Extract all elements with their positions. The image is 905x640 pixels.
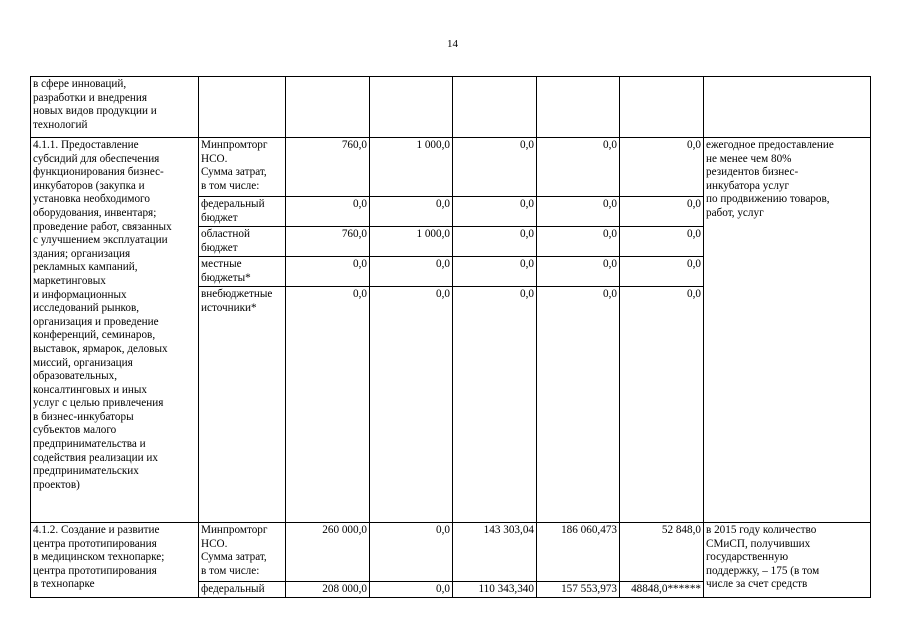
value-cell: 0,0 bbox=[453, 257, 537, 287]
funding-source: местные бюджеты* bbox=[199, 257, 286, 287]
value-cell: 0,0 bbox=[537, 287, 620, 523]
value-cell: 0,0 bbox=[620, 197, 704, 227]
value-cell: 143 303,04 bbox=[453, 523, 537, 582]
value-cell: 0,0 bbox=[537, 138, 620, 197]
value-cell: 0,0 bbox=[620, 227, 704, 257]
value-cell: 260 000,0 bbox=[286, 523, 370, 582]
value-cell: 52 848,0 bbox=[620, 523, 704, 582]
value-cell: 1 000,0 bbox=[370, 138, 453, 197]
value-cell: 0,0 bbox=[537, 227, 620, 257]
page-number: 14 bbox=[447, 38, 458, 50]
empty-cell bbox=[370, 77, 453, 138]
value-cell: 1 000,0 bbox=[370, 227, 453, 257]
measure-description: 4.1.1. Предоставление субсидий для обеспечения функционирования бизнес- инкубаторов (закупка и установка необходимого оборудования, инвентаря; проведение работ, связанных с улучшением эксплуатации здания; организация рекламных кампаний, маркетинговых и информационных исследований рынков, организация и проведение конференций, семинаров, выставок, ярмарок, деловых миссий, организация образовательных, консалтинговых и иных услуг с целью привлечения в бизнес-инкубаторы субъектов малого предпринимательства и содействия реализации их предпринимательских проектов) bbox=[31, 138, 199, 523]
value-cell: 208 000,0 bbox=[286, 582, 370, 598]
value-cell: 0,0 bbox=[620, 257, 704, 287]
funding-source: областной бюджет bbox=[199, 227, 286, 257]
funding-source: Минпромторг НСО. Сумма затрат, в том числе: bbox=[199, 138, 286, 197]
empty-cell bbox=[199, 77, 286, 138]
table-row bbox=[31, 138, 871, 197]
program-table bbox=[30, 76, 871, 598]
table-row bbox=[31, 77, 871, 138]
value-cell: 0,0 bbox=[537, 257, 620, 287]
value-cell: 48848,0****** bbox=[620, 582, 704, 598]
empty-cell bbox=[620, 77, 704, 138]
table-row bbox=[31, 523, 871, 582]
value-cell: 760,0 bbox=[286, 227, 370, 257]
empty-cell bbox=[453, 77, 537, 138]
funding-source: федеральный bbox=[199, 582, 286, 598]
value-cell: 110 343,340 bbox=[453, 582, 537, 598]
empty-cell bbox=[537, 77, 620, 138]
value-cell: 157 553,973 bbox=[537, 582, 620, 598]
value-cell: 0,0 bbox=[453, 287, 537, 523]
funding-source: федеральный бюджет bbox=[199, 197, 286, 227]
value-cell: 0,0 bbox=[370, 287, 453, 523]
value-cell: 0,0 bbox=[370, 523, 453, 582]
empty-cell bbox=[704, 77, 871, 138]
value-cell: 0,0 bbox=[286, 287, 370, 523]
measure-description: в сфере инноваций, разработки и внедрения новых видов продукции и технологий bbox=[31, 77, 199, 138]
value-cell: 0,0 bbox=[286, 257, 370, 287]
funding-source: внебюджетные источники* bbox=[199, 287, 286, 523]
value-cell: 0,0 bbox=[453, 227, 537, 257]
measure-description: 4.1.2. Создание и развитие центра прототипирования в медицинском технопарке; центра прототипирования в технопарке bbox=[31, 523, 199, 598]
expected-result: в 2015 году количество СМиСП, получивших государственную поддержку, – 175 (в том числе за счет средств bbox=[704, 523, 871, 598]
value-cell: 0,0 bbox=[537, 197, 620, 227]
value-cell: 0,0 bbox=[620, 287, 704, 523]
empty-cell bbox=[286, 77, 370, 138]
value-cell: 0,0 bbox=[286, 197, 370, 227]
value-cell: 0,0 bbox=[453, 138, 537, 197]
expected-result: ежегодное предоставление не менее чем 80% резидентов бизнес- инкубатора услуг по продвижению товаров, работ, услуг bbox=[704, 138, 871, 523]
value-cell: 760,0 bbox=[286, 138, 370, 197]
value-cell: 0,0 bbox=[370, 197, 453, 227]
value-cell: 0,0 bbox=[370, 257, 453, 287]
funding-source: Минпромторг НСО. Сумма затрат, в том числе: bbox=[199, 523, 286, 582]
value-cell: 186 060,473 bbox=[537, 523, 620, 582]
value-cell: 0,0 bbox=[620, 138, 704, 197]
value-cell: 0,0 bbox=[370, 582, 453, 598]
value-cell: 0,0 bbox=[453, 197, 537, 227]
